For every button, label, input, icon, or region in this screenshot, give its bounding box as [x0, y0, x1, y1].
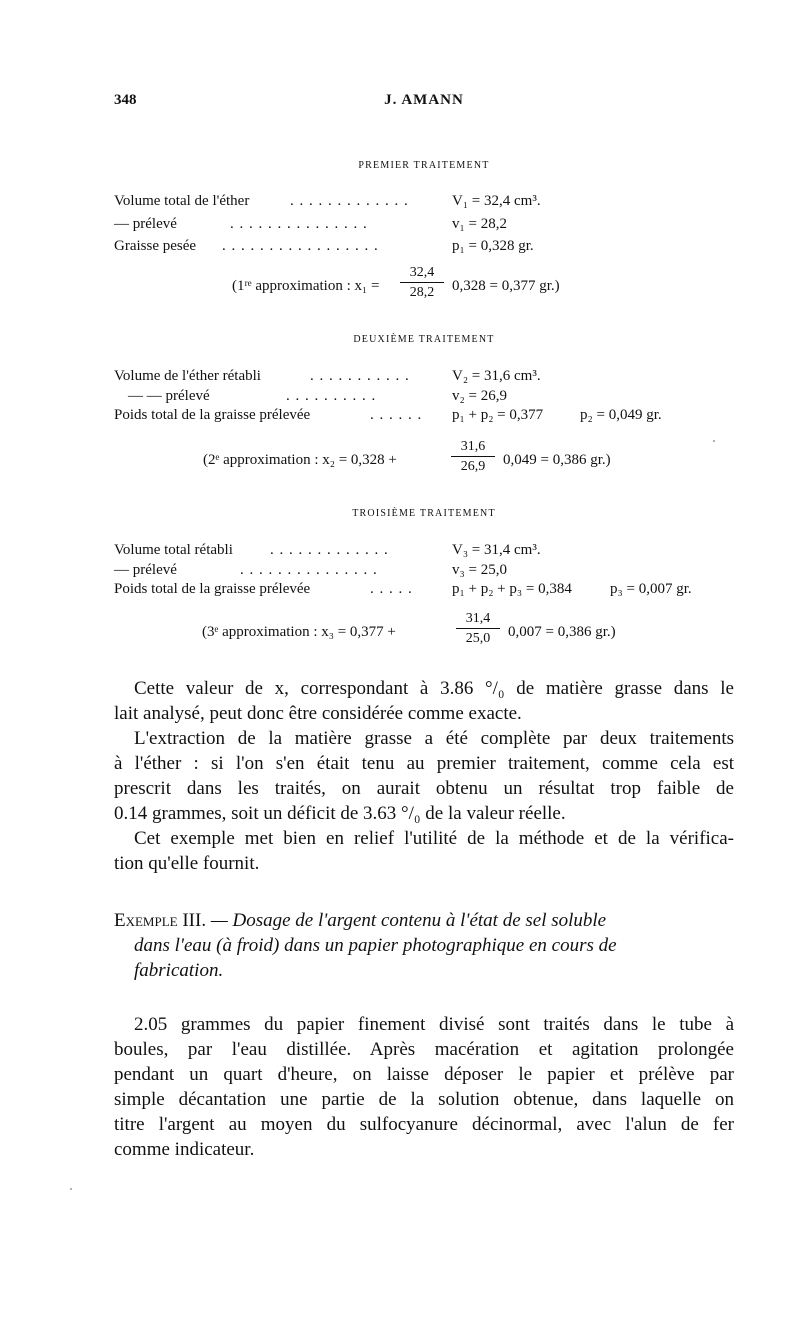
- paragraph-procedure: [114, 1012, 734, 1162]
- row-label: — — prélevé: [128, 388, 210, 404]
- deuxieme-approximation: [203, 438, 673, 484]
- row-label: Volume total rétabli: [114, 542, 233, 558]
- example-title-text: — Dosage de l'argent contenu à l'état de sel soluble: [210, 910, 607, 931]
- row-formula: v₃ = 25,0: [452, 562, 507, 578]
- approx-tail: 0,049 = 0,386 gr.): [503, 452, 611, 468]
- troisieme-approximation: [202, 610, 672, 656]
- row-formula: v₁ = 28,2: [452, 216, 507, 232]
- fraction-denominator: 25,0: [465, 631, 491, 646]
- fraction-numerator: 32,4: [400, 264, 444, 283]
- fraction-numerator: 31,4: [456, 610, 500, 629]
- approx-tail: 0,007 = 0,386 gr.): [508, 624, 616, 640]
- paragraph-line: boules, par l'eau distillée. Après macération et agitation prolongée: [114, 1039, 734, 1060]
- running-head: J. AMANN: [384, 92, 464, 108]
- row-extra: p₂ = 0,049 gr.: [580, 407, 662, 423]
- fraction-denominator: 28,2: [409, 285, 435, 300]
- row-label: — prélevé: [114, 216, 177, 232]
- paragraph-line: titre l'argent au moyen du sulfocyanure décinormal, avec l'alun de fer: [114, 1114, 734, 1135]
- deuxieme-row-poids: [114, 407, 734, 427]
- premier-row-graisse: [114, 238, 734, 258]
- row-extra: p₃ = 0,007 gr.: [610, 581, 692, 597]
- approx-lead: (3ᵉ approximation : x₃ = 0,377 +: [202, 624, 396, 640]
- row-formula: p₁ = 0,328 gr.: [452, 238, 534, 254]
- leader-dots: . . . . . . . . . . .: [310, 368, 410, 384]
- row-label: Poids total de la graisse prélevée: [114, 407, 311, 423]
- paragraph-line: L'extraction de la matière grasse a été complète par deux traitements: [134, 728, 734, 749]
- approx-lead: (2ᵉ approximation : x₂ = 0,328 +: [203, 452, 397, 468]
- paragraph-line: 0.14 grammes, soit un déficit de 3.63 °/₀ de la valeur réelle.: [114, 803, 566, 824]
- paragraph-line: prescrit dans les traités, on aurait obtenu un résultat trop faible de: [114, 778, 734, 799]
- section-title-premier: PREMIER TRAITEMENT: [358, 160, 490, 171]
- row-label: — prélevé: [114, 562, 177, 578]
- paragraph-line: pendant un quart d'heure, on laisse déposer le papier et prélève par: [114, 1064, 734, 1085]
- paper-speck: [713, 440, 715, 442]
- deuxieme-row-volume: [114, 368, 734, 388]
- row-formula: p₁ + p₂ + p₃ = 0,384: [452, 581, 572, 597]
- approx-tail: 0,328 = 0,377 gr.): [452, 278, 560, 294]
- row-formula: V₁ = 32,4 cm³.: [452, 193, 541, 209]
- paragraph-line: tion qu'elle fournit.: [114, 853, 260, 874]
- leader-dots: . . . . . .: [370, 407, 423, 423]
- leader-dots: . . . . . . . . . . . . . . .: [240, 562, 378, 578]
- paragraph-line: Cet exemple met bien en relief l'utilité de la méthode et de la vérifica-: [134, 828, 734, 849]
- row-formula: v₂ = 26,9: [452, 388, 507, 404]
- example-title-line: fabrication.: [134, 960, 224, 981]
- leader-dots: . . . . . . . . . . . . . . .: [230, 216, 368, 232]
- paragraph-line: à l'éther : si l'on s'en était tenu au premier traitement, comme cela est: [114, 753, 734, 774]
- page-number: 348: [114, 92, 137, 108]
- premier-approximation: [232, 264, 632, 310]
- deuxieme-row-preleve: [114, 388, 734, 408]
- example-title-line: dans l'eau (à froid) dans un papier photographique en cours de: [134, 935, 617, 956]
- row-formula: p₁ + p₂ = 0,377: [452, 407, 544, 423]
- row-formula: V₂ = 31,6 cm³.: [452, 368, 541, 384]
- leader-dots: . . . . .: [370, 581, 413, 597]
- leader-dots: . . . . . . . . . . . . .: [290, 193, 409, 209]
- section-title-deuxieme: DEUXIÈME TRAITEMENT: [353, 334, 495, 345]
- troisieme-row-preleve: [114, 562, 734, 582]
- page-header: [114, 92, 734, 116]
- paragraph-line: comme indicateur.: [114, 1139, 255, 1160]
- paragraph-conclusion: [114, 676, 734, 876]
- row-formula: V₃ = 31,4 cm³.: [452, 542, 541, 558]
- paragraph-line: 2.05 grammes du papier finement divisé sont traités dans le tube à: [134, 1014, 734, 1035]
- premier-row-volume: [114, 193, 734, 213]
- paragraph-line: Cette valeur de x, correspondant à 3.86 °/₀ de matière grasse dans le: [134, 678, 734, 699]
- premier-row-preleve: [114, 216, 734, 236]
- leader-dots: . . . . . . . . . . . . .: [270, 542, 389, 558]
- example-label: Exemple III.: [114, 910, 207, 931]
- fraction: [451, 438, 495, 475]
- paragraph-line: lait analysé, peut donc être considérée comme exacte.: [114, 703, 522, 724]
- example-title-line: [114, 908, 734, 933]
- fraction: [456, 610, 500, 647]
- approx-lead: (1ʳᵉ approximation : x₁ =: [232, 278, 380, 294]
- paragraph-line: simple décantation une partie de la solution obtenue, dans laquelle on: [114, 1089, 734, 1110]
- row-label: Volume de l'éther rétabli: [114, 368, 261, 384]
- row-label: Poids total de la graisse prélevée: [114, 581, 311, 597]
- fraction-numerator: 31,6: [451, 438, 495, 457]
- row-label: Volume total de l'éther: [114, 193, 250, 209]
- leader-dots: . . . . . . . . . . . . . . . . .: [222, 238, 379, 254]
- leader-dots: . . . . . . . . . .: [286, 388, 377, 404]
- example-heading: [114, 908, 734, 983]
- fraction-denominator: 26,9: [460, 459, 486, 474]
- troisieme-row-poids: [114, 581, 734, 601]
- troisieme-row-volume: [114, 542, 734, 562]
- fraction: [400, 264, 444, 301]
- row-label: Graisse pesée: [114, 238, 197, 254]
- paper-speck: [70, 1188, 72, 1190]
- section-title-troisieme: TROISIÈME TRAITEMENT: [352, 508, 496, 519]
